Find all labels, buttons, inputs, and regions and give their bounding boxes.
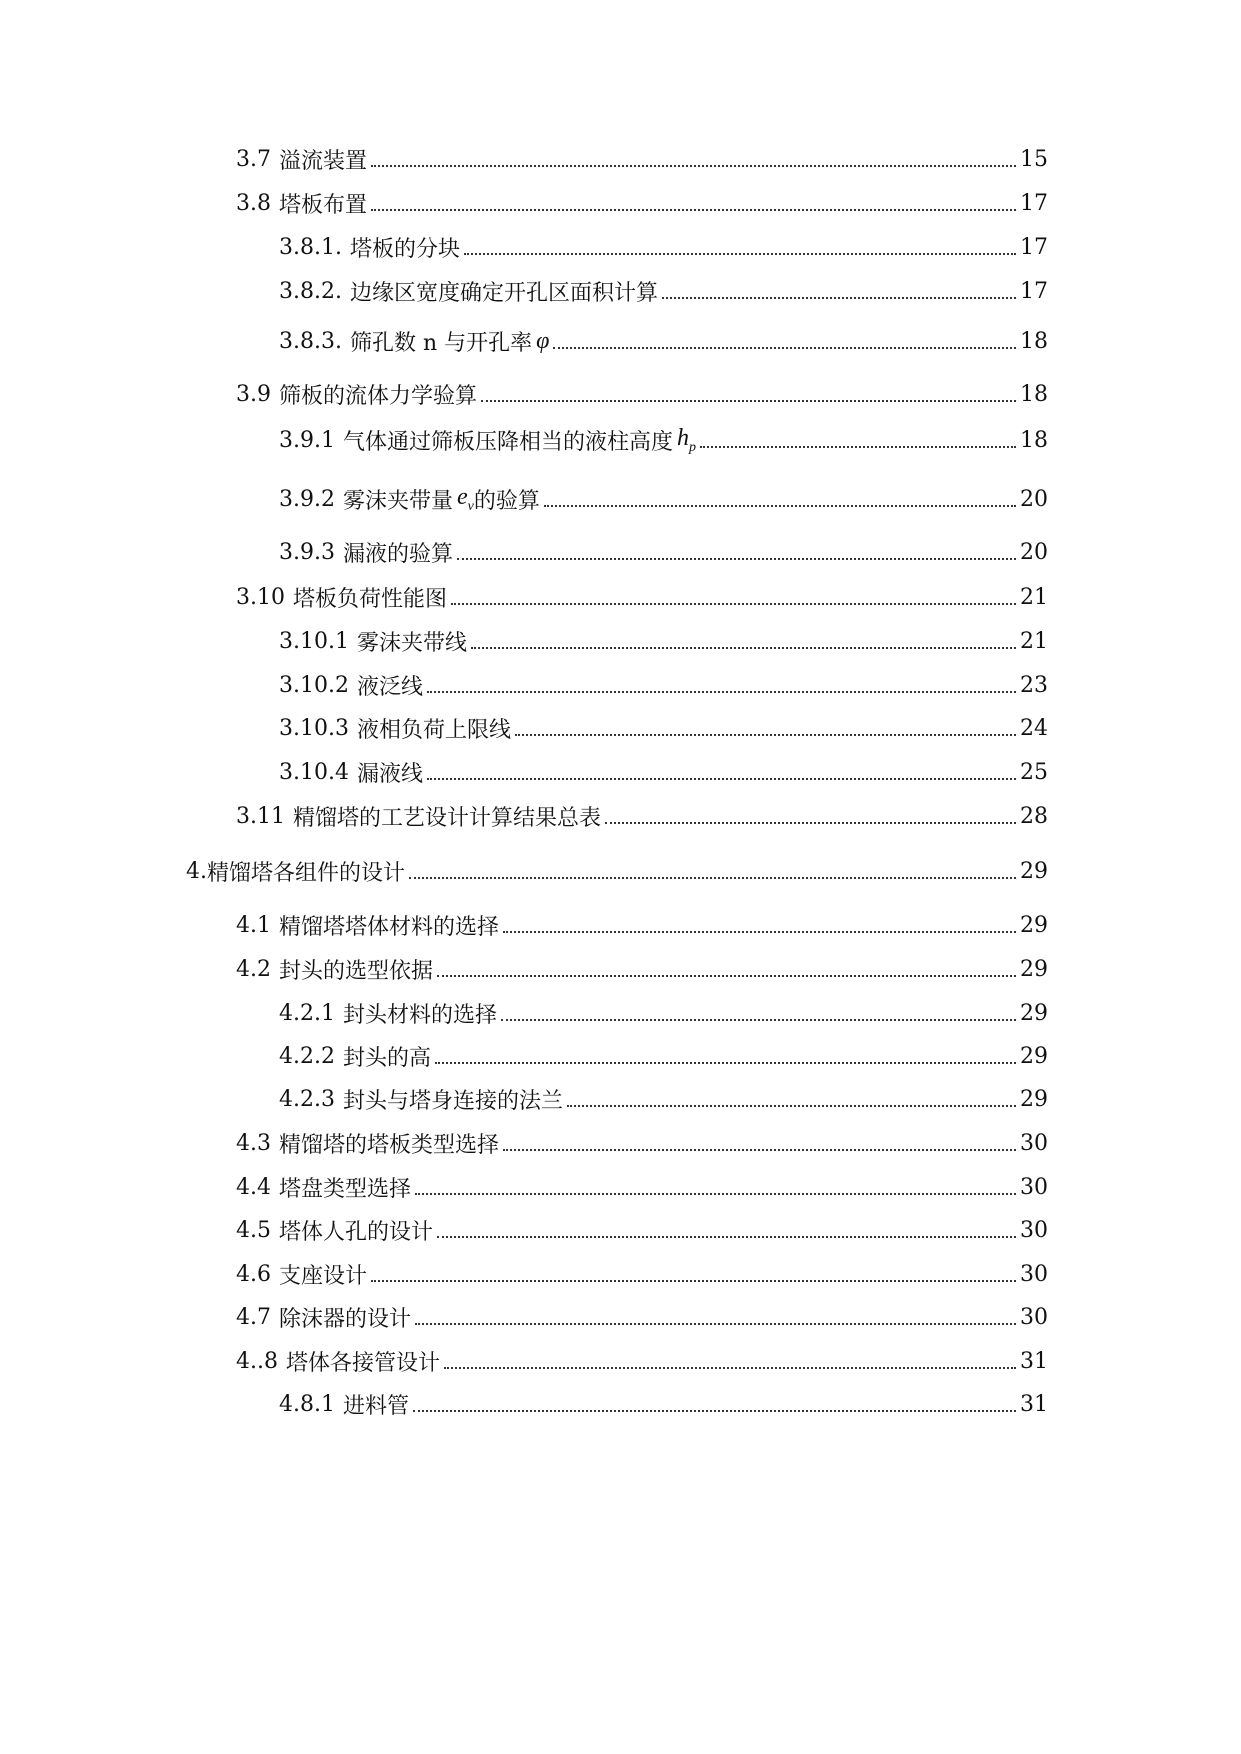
toc-number: 4.5 — [236, 1217, 271, 1243]
toc-page: 29 — [1020, 1086, 1048, 1112]
toc-entry[interactable] — [279, 1384, 1048, 1424]
toc-page: 29 — [1020, 1043, 1048, 1069]
toc-page: 21 — [1020, 584, 1048, 610]
toc-leader — [413, 1410, 1016, 1412]
toc-number: 3.9 — [236, 381, 271, 407]
toc-title: 塔板的分块 — [349, 236, 460, 262]
toc-page: 28 — [1020, 803, 1048, 829]
toc-page: 30 — [1020, 1174, 1048, 1200]
toc-title: 边缘区宽度确定开孔区面积计算 — [349, 280, 658, 306]
toc-entry[interactable] — [236, 1123, 1048, 1163]
toc-title: 封头与塔身连接的法兰 — [342, 1088, 563, 1114]
toc-entry[interactable] — [279, 479, 1048, 519]
toc-title: 筛板的流体力学验算 — [279, 383, 478, 409]
toc-entry[interactable] — [279, 621, 1048, 661]
toc-leader — [415, 1193, 1016, 1195]
toc-page: 25 — [1020, 759, 1048, 785]
toc-entry[interactable] — [236, 1167, 1048, 1207]
toc-page: 17 — [1020, 190, 1048, 216]
toc-page: 24 — [1020, 715, 1048, 741]
toc-number: 4. — [186, 858, 207, 884]
toc-title: 除沫器的设计 — [279, 1306, 412, 1332]
toc-number: 4.8.1 — [279, 1391, 335, 1417]
toc-entry[interactable] — [236, 1297, 1048, 1337]
toc-entry[interactable] — [236, 1341, 1048, 1381]
toc-page: 23 — [1020, 672, 1048, 698]
toc-leader — [662, 297, 1016, 299]
toc-number: 4.6 — [236, 1261, 271, 1287]
toc-page: 21 — [1020, 628, 1048, 654]
toc-title: 塔体人孔的设计 — [279, 1219, 434, 1245]
toc-entry[interactable] — [236, 139, 1048, 179]
toc-entry[interactable] — [236, 796, 1048, 836]
toc-page: 18 — [1020, 328, 1048, 354]
toc-number: 3.7 — [236, 146, 271, 172]
toc-entry[interactable] — [279, 227, 1048, 267]
toc-entry[interactable] — [279, 1079, 1048, 1119]
toc-entry[interactable] — [279, 708, 1048, 748]
toc-page: 15 — [1020, 146, 1048, 172]
toc-title: 塔板布置 — [279, 192, 368, 218]
toc-leader — [503, 931, 1016, 933]
toc-entry[interactable] — [279, 271, 1048, 311]
toc-title: 漏液线 — [356, 761, 423, 787]
math-symbol: $e_v$ — [457, 483, 474, 514]
toc-number: 3.10.2 — [279, 672, 349, 698]
toc-title: 精馏塔的工艺设计计算结果总表 — [292, 805, 601, 831]
toc-page: 29 — [1020, 912, 1048, 938]
toc-title: 进料管 — [342, 1393, 409, 1419]
toc-number: 4.2 — [236, 956, 271, 982]
toc-leader — [501, 1019, 1016, 1021]
toc-number: 3.8 — [236, 190, 271, 216]
toc-number: 4.7 — [236, 1304, 271, 1330]
toc-number: 3.10.4 — [279, 759, 349, 785]
toc-number: 4.2.3 — [279, 1086, 335, 1112]
toc-leader — [544, 505, 1016, 507]
toc-title: 塔板负荷性能图 — [292, 586, 447, 612]
toc-page: 30 — [1020, 1130, 1048, 1156]
toc-leader — [415, 1323, 1016, 1325]
toc-leader — [567, 1105, 1016, 1107]
toc-number: 3.10.1 — [279, 628, 349, 654]
toc-title: 封头的选型依据 — [279, 958, 434, 984]
toc-entry[interactable] — [236, 577, 1048, 617]
toc-leader — [451, 603, 1016, 605]
toc-page: 17 — [1020, 278, 1048, 304]
toc-leader — [427, 691, 1016, 693]
toc-title: 气体通过筛板压降相当的液柱高度 — [342, 429, 673, 455]
toc-number: 4.1 — [236, 912, 271, 938]
toc-leader — [427, 778, 1016, 780]
toc-number: 4.2.1 — [279, 1000, 335, 1026]
toc-page: 29 — [1020, 858, 1048, 884]
toc-leader — [553, 347, 1016, 349]
toc-number: 4.2.2 — [279, 1043, 335, 1069]
toc-leader — [435, 1062, 1016, 1064]
toc-number: 3.9.3 — [279, 539, 335, 565]
toc-leader — [464, 253, 1016, 255]
toc-leader — [700, 446, 1016, 448]
toc-leader — [457, 558, 1016, 560]
toc-page: 31 — [1020, 1348, 1048, 1374]
toc-leader — [605, 822, 1016, 824]
toc-entry[interactable] — [236, 1254, 1048, 1294]
toc-number: 3.9.2 — [279, 486, 335, 512]
toc-entry[interactable] — [279, 321, 1048, 361]
toc-entry[interactable] — [279, 532, 1048, 572]
toc-page: 29 — [1020, 956, 1048, 982]
toc-leader — [515, 734, 1016, 736]
toc-title: 液泛线 — [356, 674, 423, 700]
toc-entry[interactable] — [279, 420, 1048, 460]
toc-leader — [444, 1367, 1016, 1369]
math-symbol: $h_p$ — [677, 424, 696, 455]
toc-leader — [371, 1280, 1016, 1282]
toc-title: 塔体各接管设计 — [285, 1350, 440, 1376]
toc-title: 溢流装置 — [279, 148, 368, 174]
toc-number: 4..8 — [236, 1348, 278, 1374]
toc-entry[interactable] — [236, 949, 1048, 989]
toc-page: 31 — [1020, 1391, 1048, 1417]
toc-title-suffix: 的验算 — [473, 488, 540, 514]
math-symbol: φ — [536, 327, 550, 354]
toc-page: 20 — [1020, 486, 1048, 512]
toc-page: 30 — [1020, 1304, 1048, 1330]
toc-page: 17 — [1020, 234, 1048, 260]
toc-entry[interactable] — [186, 851, 1048, 891]
toc-page: 30 — [1020, 1261, 1048, 1287]
toc-leader — [471, 647, 1016, 649]
toc-number: 3.8.2. — [279, 278, 342, 304]
toc-number: 3.11 — [236, 803, 285, 829]
toc-leader — [503, 1149, 1016, 1151]
toc-title: 塔盘类型选择 — [279, 1176, 412, 1202]
toc-number: 3.8.3. — [279, 328, 342, 354]
toc-title: 雾沫夹带量 — [342, 488, 453, 514]
toc-leader — [481, 400, 1016, 402]
toc-title: 封头的高 — [342, 1045, 431, 1071]
toc-page: 18 — [1020, 427, 1048, 453]
toc-number: 3.10 — [236, 584, 285, 610]
toc-page: 18 — [1020, 381, 1048, 407]
toc-leader — [437, 975, 1016, 977]
toc-number: 3.10.3 — [279, 715, 349, 741]
toc-leader — [371, 209, 1016, 211]
toc-title: 封头材料的选择 — [342, 1002, 497, 1028]
toc-entry[interactable] — [279, 993, 1048, 1033]
toc-title: 精馏塔各组件的设计 — [207, 860, 406, 886]
toc-title: 精馏塔塔体材料的选择 — [279, 914, 500, 940]
toc-number: 4.3 — [236, 1130, 271, 1156]
toc-title: 液相负荷上限线 — [356, 717, 511, 743]
toc-page: 30 — [1020, 1217, 1048, 1243]
toc-leader — [409, 877, 1016, 879]
toc-title: 支座设计 — [279, 1263, 368, 1289]
toc-page: 29 — [1020, 1000, 1048, 1026]
toc-entry[interactable] — [236, 905, 1048, 945]
toc-entry[interactable] — [236, 183, 1048, 223]
toc-title: 漏液的验算 — [342, 541, 453, 567]
toc-entry[interactable] — [236, 1210, 1048, 1250]
toc-leader — [437, 1236, 1016, 1238]
toc-title: 精馏塔的塔板类型选择 — [279, 1132, 500, 1158]
toc-title: 雾沫夹带线 — [356, 630, 467, 656]
toc-number: 3.9.1 — [279, 427, 335, 453]
toc-page: 20 — [1020, 539, 1048, 565]
toc-entry[interactable] — [236, 374, 1048, 414]
toc-number: 4.4 — [236, 1174, 271, 1200]
toc-leader — [371, 165, 1016, 167]
toc-entry[interactable] — [279, 665, 1048, 705]
toc-title: 筛孔数 n 与开孔率 — [349, 330, 533, 356]
toc-entry[interactable] — [279, 1036, 1048, 1076]
toc-entry[interactable] — [279, 752, 1048, 792]
toc-number: 3.8.1. — [279, 234, 342, 260]
